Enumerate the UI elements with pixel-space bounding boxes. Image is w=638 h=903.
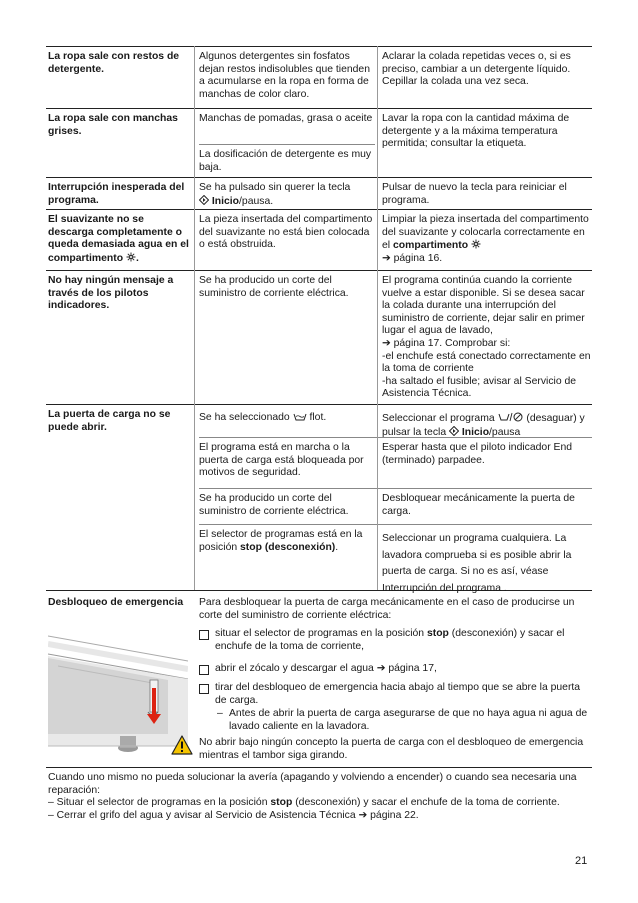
checkbox-bullet-icon xyxy=(199,665,209,675)
remedy-softener: Limpiar la pieza insertada del compartimento del suavizante y colocarla correctamente en el compartimento ➔ página 16. xyxy=(382,214,589,264)
remedy-grey-stains: Lavar la ropa con la cantidad máxima de detergente y a la máxima temperatura permitida; consultar la etiqueta. xyxy=(382,113,570,150)
arrow-right-icon: ➔ xyxy=(382,337,391,349)
remedy-unlock: Desbloquear mecánicamente la puerta de carga. xyxy=(382,493,575,517)
remedy-select-program: Seleccionar un programa cualquiera. La lavadora comprueba si es posible abrir la puerta de carga. Si no es así, véase Interrupción del programa . xyxy=(382,533,572,594)
warning-icon xyxy=(171,735,193,755)
cause-no-message: No hay ningún mensaje a través de los pilotos indicadores. xyxy=(48,275,174,312)
emergency-intro: Para desbloquear la puerta de carga mecánicamente en el caso de producirse un corte del suministro de corriente eléctrica: xyxy=(199,597,575,621)
rinse-hold-icon xyxy=(293,412,307,421)
emergency-warning: No abrir bajo ningún concepto la puerta de carga con el desbloqueo de emergencia mientras el tambor siga girando. xyxy=(199,737,584,761)
arrow-right-icon: ➔ xyxy=(358,810,368,821)
reason-rinse-hold: Se ha seleccionado flot. xyxy=(199,412,327,423)
remedy-wait-end: Esperar hasta que el piloto indicador End (terminado) parpadee. xyxy=(382,442,573,466)
reason-low-dose: La dosificación de detergente es muy baja. xyxy=(199,149,372,173)
remedy-no-message: El programa continúa cuando la corriente vuelve a estar disponible. Si se desea sacar la colada durante una interrupción del suministro de corriente, dejar salir en primer lugar el agua de lavado, ➔ página 17. Comprobar si: -el enchufe está conectado correctamente en la toma de corriente -ha saltado el fusible; avisar al Servicio de Asistencia Técnica. xyxy=(382,275,591,400)
start-key-icon xyxy=(199,195,209,205)
footer-line-2: – Situar el selector de programas en la posición stop (desconexión) y sacar el enchufe de la toma de corriente. xyxy=(48,797,560,808)
emergency-title: Desbloqueo de emergencia xyxy=(48,597,184,608)
emergency-step-1: situar el selector de programas en la posición stop (desconexión) y sacar el enchufe de la toma de corriente, xyxy=(199,628,592,653)
remedy-residue: Aclarar la colada repetidas veces o, si es preciso, cambiar a un detergente líquido. Cepillar la colada una vez seca. xyxy=(382,51,571,88)
cause-softener: El suavizante no se descarga completamente o queda demasiada agua en el compartimento . xyxy=(48,214,189,264)
emergency-step-3-note: – Antes de abrir la puerta de carga asegurarse de que no haya agua ni agua de lavado caliente en la lavadora. xyxy=(217,708,588,732)
remedy-drain: Seleccionar el programa (desaguar) y pulsar la tecla Inicio/pausa xyxy=(382,413,585,438)
start-key-icon xyxy=(449,426,459,436)
drain-icon xyxy=(498,412,524,422)
cause-residue: La ropa sale con restos de detergente. xyxy=(48,51,180,75)
softener-icon xyxy=(126,252,136,262)
reason-stop: El selector de programas está en la posición stop (desconexión). xyxy=(199,529,363,553)
footer-line-1: Cuando uno mismo no pueda solucionar la avería (apagando y volviendo a encender) o cuando sea necesaria una reparación: xyxy=(48,772,577,796)
remedy-interruption: Pulsar de nuevo la tecla para reiniciar el programa. xyxy=(382,182,567,206)
footer-line-3: – Cerrar el grifo del agua y avisar al Servicio de Asistencia Técnica ➔ página 22. xyxy=(48,810,419,821)
cause-interruption: Interrupción inesperada del programa. xyxy=(48,182,185,206)
cause-door: La puerta de carga no se puede abrir. xyxy=(48,409,171,433)
emergency-step-3: tirar del desbloqueo de emergencia hacia abajo al tiempo que se abre la puerta de carga. xyxy=(199,682,592,707)
checkbox-bullet-icon xyxy=(199,684,209,694)
reason-grease: Manchas de pomadas, grasa o aceite xyxy=(199,113,373,124)
reason-residue: Algunos detergentes sin fosfatos dejan restos indisolubles que tienden a acumularse en la ropa en forma de manchas de color claro. xyxy=(199,51,370,100)
reason-running: El programa está en marcha o la puerta de carga está bloqueada por motivos de seguridad. xyxy=(199,442,364,479)
page-number: 21 xyxy=(575,855,588,867)
reason-softener: La pieza insertada del compartimento del suavizante no está bien colocada o está obstruida. xyxy=(199,214,373,251)
reason-power-cut-door: Se ha producido un corte del suministro de corriente eléctrica. xyxy=(199,493,349,517)
emergency-step-2: abrir el zócalo y descargar el agua ➔ página 17, xyxy=(199,663,592,676)
reason-interruption: Se ha pulsado sin querer la tecla Inicio/pausa. xyxy=(199,182,351,207)
checkbox-bullet-icon xyxy=(199,630,209,640)
arrow-right-icon: ➔ xyxy=(382,252,391,264)
cause-grey-stains: La ropa sale con manchas grises. xyxy=(48,113,178,137)
softener-icon xyxy=(471,239,481,249)
arrow-right-icon: ➔ xyxy=(376,663,386,674)
emergency-illustration xyxy=(48,616,188,756)
reason-power-cut: Se ha producido un corte del suministro de corriente eléctrica. xyxy=(199,275,349,299)
